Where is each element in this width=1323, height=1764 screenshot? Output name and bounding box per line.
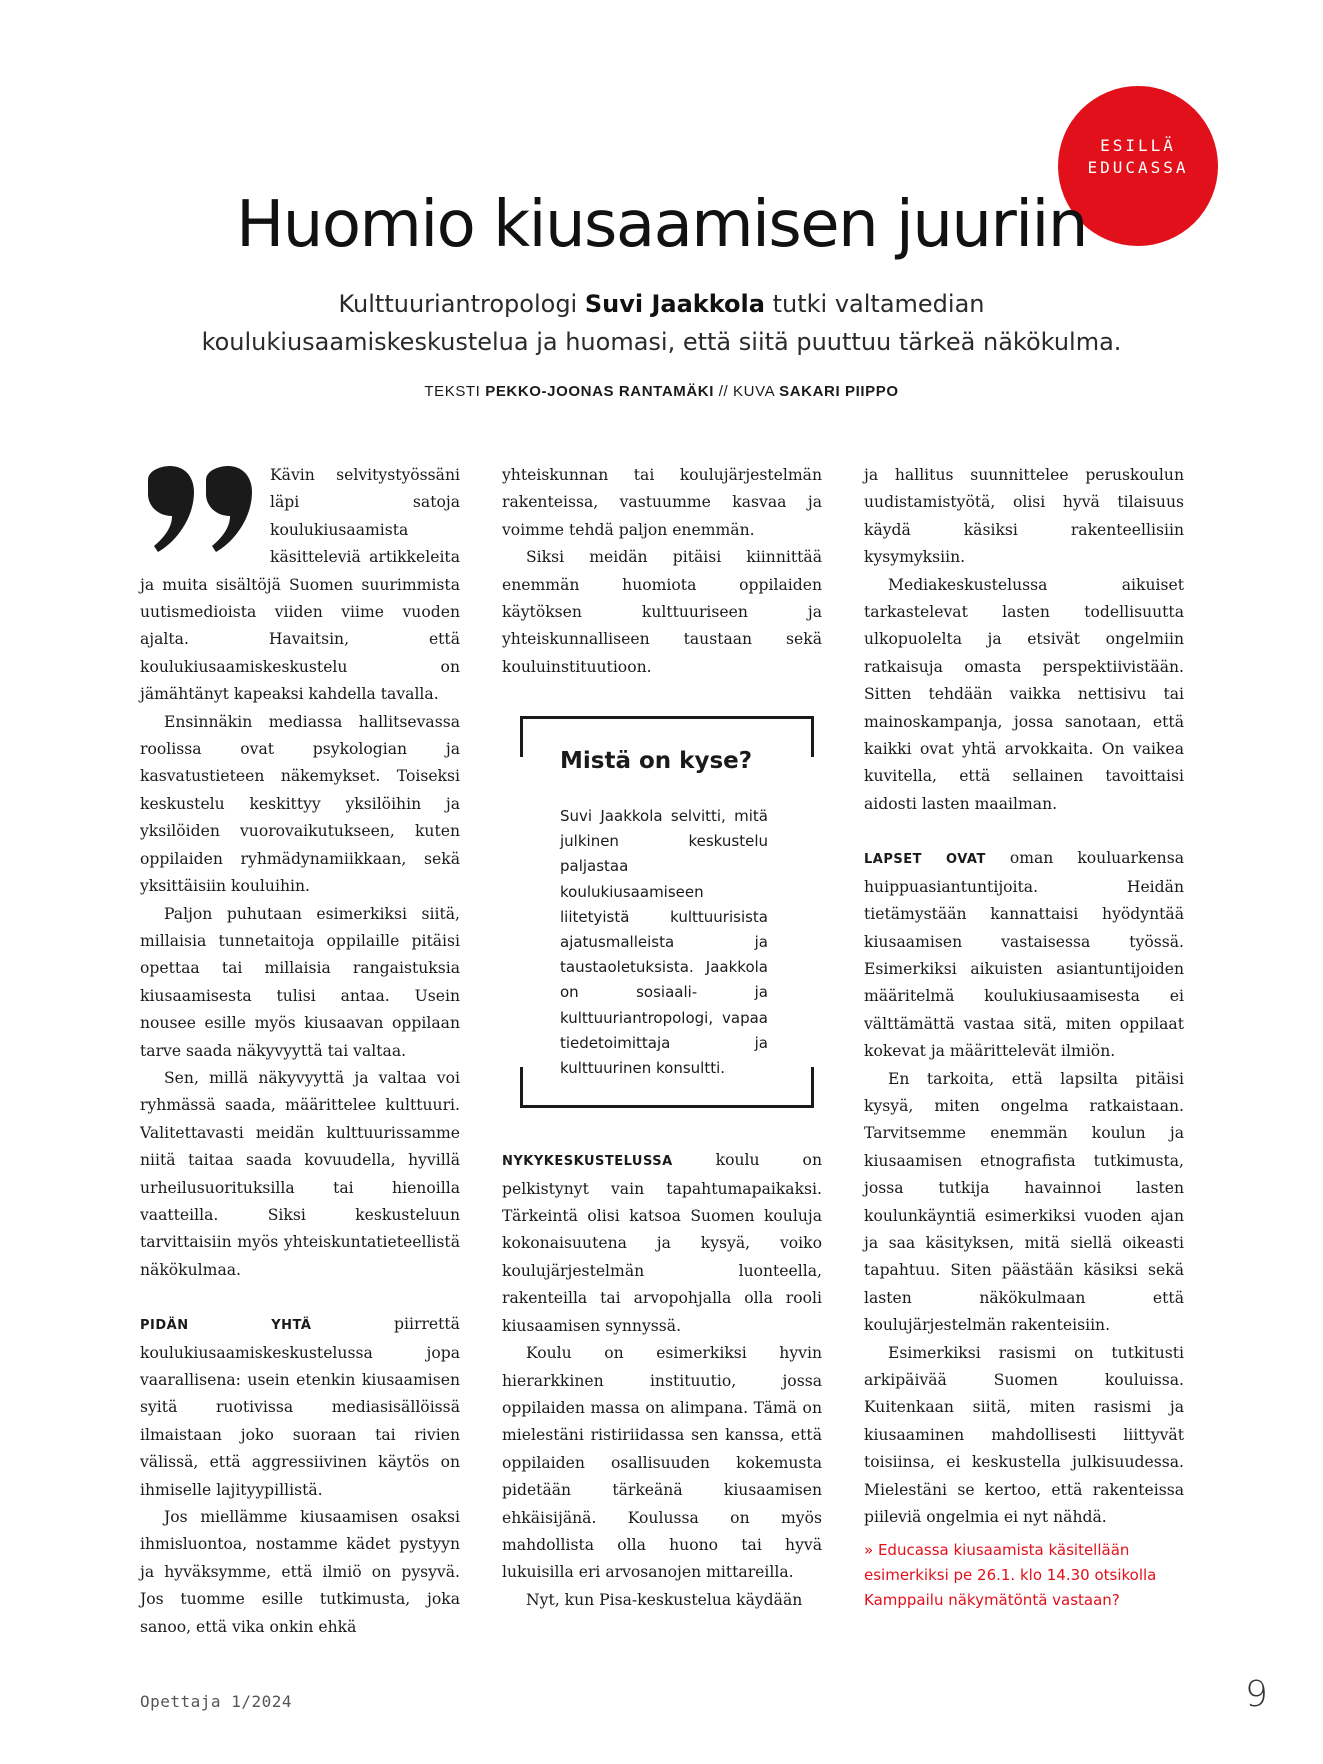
- col2-paragraph-1: yhteiskunnan tai koulujärjestelmän rakenteissa, vastuumme kasvaa ja voimme tehdä paljon enemmän.: [502, 466, 822, 539]
- magazine-issue: Opettaja 1/2024: [140, 1692, 292, 1711]
- col1-paragraph-5: [140, 1311, 460, 1504]
- col2-lead-in: NYKYKESKUSTELUSSA: [502, 1154, 673, 1170]
- lead-line-2: koulukiusaamiskeskustelua ja huomasi, että siitä puuttuu tärkeä näkökulma.: [201, 328, 1122, 356]
- col1-paragraph-4: Sen, millä näkyvyyttä ja valtaa voi ryhmässä saada, määrittelee kulttuuri. Valitettavasti meidän kulttuurissamme niitä taitaa saada kovuudella, hyvillä urheilusuorituksilla tai hienoilla vaatteilla. Siksi keskusteluun tarvittaisiin myös yhteiskuntatieteellistä näkökulmaa.: [140, 1068, 460, 1279]
- box-bracket-bottom: [520, 1067, 814, 1108]
- badge-line-2: EDUCASSA: [1087, 158, 1189, 177]
- event-promo: » Educassa kiusaamista käsitellään esimerkiksi pe 26.1. klo 14.30 otsikolla Kamppailu näkymätöntä vastaan?: [864, 1541, 1157, 1609]
- col3-paragraph-2: Mediakeskustelussa aikuiset tarkastelevat lasten todellisuutta ulkopuolelta ja etsivät ongelmiin ratkaisuja omasta perspektiivistään. Sitten tehdään vaikka nettisivu tai mainoskampanja, jossa sanotaan, että kaikki ovat yhtä arvokkaita. On vaikea kuvitella, että sellainen tavoittaisi aidosti lasten maailman.: [864, 575, 1184, 813]
- byline: [0, 383, 1323, 400]
- badge-line-1: ESILLÄ: [1100, 136, 1176, 155]
- info-box: [520, 716, 808, 1108]
- article-title: Huomio kiusaamisen juuriin: [236, 188, 1087, 262]
- col3-paragraph-3-text: oman kouluarkensa huippuasiantuntijoita. Heidän tietämystään kannattaisi hyödyntää kiusaamisen vastaisessa työssä. Esimerkiksi aikuisten asiantuntijoiden määritelmä koulukiusaamisesta ei välttämättä vastaa sitä, miten oppilaat kokevat ja määrittelevät ilmiön.: [864, 849, 1184, 1061]
- col2-paragraph-3: [502, 1147, 822, 1340]
- col3-paragraph-4: En tarkoita, että lapsilta pitäisi kysyä, miten ongelma ratkaistaan. Tarvitsemme enemmän koulun ja kiusaamisen etnografista tutkimusta, jossa tutkija havainnoi lasten koulunkäyntiä esimerkiksi vuoden ajan ja saa käsityksen, mitä siellä oikeasti tapahtuu. Siten päästään käsiksi sekä lasten näkökulmaan että koulujärjestelmän rakenteisiin.: [864, 1069, 1184, 1335]
- col1-paragraph-2: Ensinnäkin mediassa hallitsevassa roolissa ovat psykologian ja kasvatustieteen näkemykset. Toiseksi keskustelu keskittyy yksilöihin ja yksilöiden vuorovaikutukseen, kuten oppilaiden ryhmädynamiikkaan, sekä yksittäisiin kouluihin.: [140, 712, 460, 896]
- article-lead: [150, 285, 1173, 361]
- col1-paragraph-3: Paljon puhutaan esimerkiksi siitä, millaisia tunnetaitoja oppilaille pitäisi opettaa tai millaisia rangaistuksia kiusaamisesta tulisi antaa. Usein nousee esille myös kiusaavan oppilaan tarve saada näkyvyyttä tai valtaa.: [140, 904, 460, 1060]
- byline-separator: // KUVA: [713, 383, 780, 400]
- lead-before: Kulttuuriantropologi: [338, 290, 585, 318]
- box-body: Suvi Jaakkola selvitti, mitä julkinen keskustelu paljastaa koulukiusaamiseen liitetyistä kulttuurisista ajatusmalleista ja taustaoletuksista. Jaakkola on sosiaali- ja kulttuuriantropologi, vapaa tiedetoimittaja ja kulttuurinen konsultti.: [560, 807, 768, 1078]
- col2-paragraph-3-text: koulu on pelkistynyt vain tapahtumapaikaksi. Tärkeintä olisi katsoa Suomen kouluja kokonaisuutena ja kysyä, voiko koulujärjestelmän luonteella, rakenteilla tai arvopohjalla olla rooli kiusaamisen synnyssä.: [502, 1151, 822, 1335]
- byline-author: PEKKO-JOONAS RANTAMÄKI: [485, 383, 714, 400]
- col1-paragraph-1: Kävin selvitystyössäni läpi satoja koulukiusaamista käsitteleviä artikkeleita ja muita sisältöjä Suomen suurimmista uutismedioista viiden viime vuoden ajalta. Havaitsin, että koulukiusaamiskeskustelu on jämähtänyt kapeaksi kahdella tavalla.: [140, 466, 460, 704]
- col1-paragraph-6: Jos miellämme kiusaamisen osaksi ihmisluontoa, nostamme kädet pystyyn ja hyväksymme, että ilmiö on pysyvä. Jos tuomme esille tutkimusta, joka sanoo, että vika onkin ehkä: [140, 1508, 460, 1636]
- page-number: 9: [1245, 1674, 1268, 1715]
- col3-paragraph-3: [864, 845, 1184, 1065]
- lead-after: tutki valtamedian: [764, 290, 985, 318]
- lead-name: Suvi Jaakkola: [584, 290, 765, 318]
- box-heading: Mistä on kyse?: [560, 748, 753, 774]
- column-1: [140, 462, 460, 1641]
- col2-paragraph-2: Siksi meidän pitäisi kiinnittää enemmän huomiota oppilaiden käytöksen kulttuuriseen ja yhteiskunnalliseen taustaan sekä kouluinstituutioon.: [502, 548, 822, 676]
- byline-photographer: SAKARI PIIPPO: [779, 383, 899, 400]
- col1-lead-in: PIDÄN YHTÄ: [140, 1318, 312, 1334]
- column-3: [864, 462, 1184, 1531]
- col2-paragraph-4: Koulu on esimerkiksi hyvin hierarkkinen instituutio, jossa oppilaiden massa on alimpana. Tämä on mielestäni ristiriidassa sen kanssa, että oppilaiden osallisuuden kokemusta pidetään tärkeänä kiusaamisen ehkäisijänä. Koulussa on myös mahdollista olla huono tai hyvä lukuisilla eri arvosanojen mittareilla.: [502, 1344, 822, 1582]
- byline-text-label: TEKSTI: [424, 383, 486, 400]
- col3-paragraph-5: Esimerkiksi rasismi on tutkitusti arkipäivää Suomen kouluissa. Kuitenkaan siitä, miten rasismi ja kiusaaminen mahdollisesti liittyvät toisiinsa, ei keskustella julkisuudessa. Mielestäni se kertoo, että rakenteissa piileviä ongelmia ei nyt nähdä.: [864, 1343, 1184, 1527]
- quote-mark-icon: [140, 466, 264, 566]
- col1-paragraph-5-text: piirrettä koulukiusaamiskeskustelussa jopa vaarallisena: usein etenkin kiusaamisen syitä ruotivissa mediasisällöissä ilmaistaan joko suoraan tai rivien välissä, että aggressiivinen käytös on ihmiselle lajityypillistä.: [140, 1315, 460, 1499]
- col2-paragraph-5: Nyt, kun Pisa-keskustelua käydään: [526, 1590, 803, 1609]
- col3-paragraph-1: ja hallitus suunnittelee peruskoulun uudistamistyötä, olisi hyvä tilaisuus käydä käsiksi rakenteellisiin kysymyksiin.: [864, 466, 1184, 567]
- col3-lead-in: LAPSET OVAT: [864, 852, 986, 868]
